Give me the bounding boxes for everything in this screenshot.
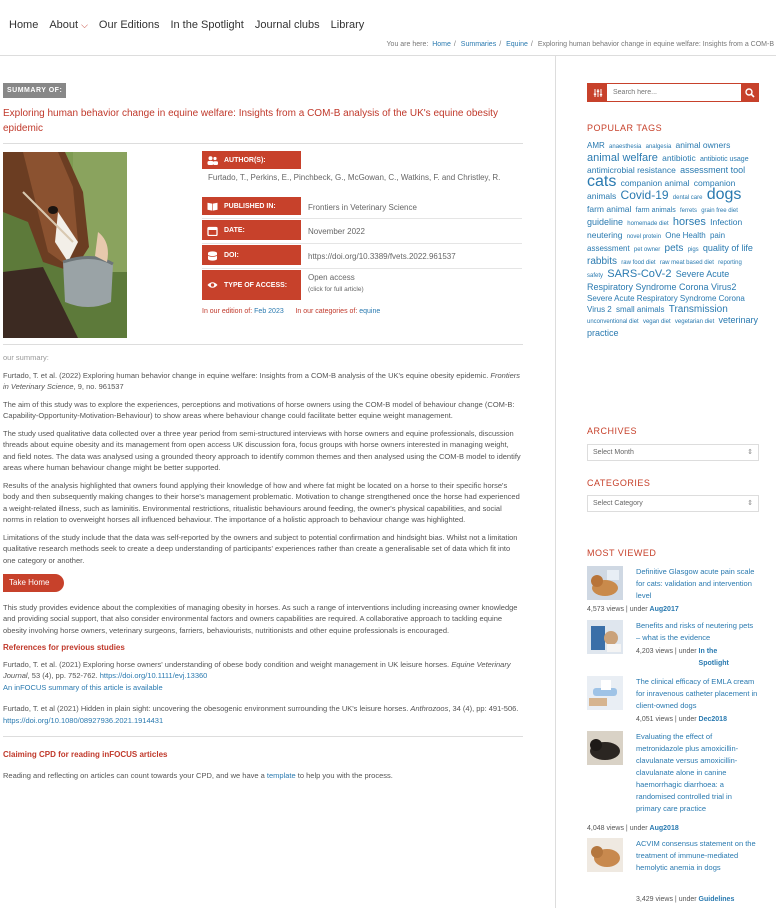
tag-link[interactable]: dogs bbox=[706, 186, 742, 203]
search-button[interactable] bbox=[741, 84, 758, 101]
nav-item-library[interactable]: Library bbox=[330, 19, 365, 31]
reference-1 bbox=[3, 659, 523, 682]
access-value: Open access bbox=[308, 273, 355, 282]
most-viewed-category[interactable]: Aug2018 bbox=[649, 825, 679, 832]
most-viewed-item[interactable] bbox=[587, 731, 759, 831]
tag-link[interactable]: assessment tool bbox=[680, 165, 746, 175]
doi-value[interactable]: https://doi.org/10.3389/fvets.2022.961537 bbox=[308, 252, 456, 261]
cpd-paragraph bbox=[3, 770, 523, 782]
citation-details: , 9, no. 961537 bbox=[73, 382, 124, 391]
tag-link[interactable]: small animals bbox=[616, 305, 665, 314]
breadcrumb-prefix: You are here: bbox=[386, 41, 429, 48]
edition-link[interactable]: Feb 2023 bbox=[254, 308, 284, 315]
under-label: under bbox=[629, 606, 648, 613]
tag-link[interactable]: animal owners bbox=[675, 140, 731, 150]
tag-link[interactable]: homemade diet bbox=[627, 221, 669, 227]
access-label-text: TYPE OF ACCESS: bbox=[224, 281, 288, 289]
most-viewed-meta: 4,573 views | under Aug2017 bbox=[587, 606, 679, 613]
cpd-template-link[interactable]: template bbox=[266, 770, 296, 780]
edition-info bbox=[202, 308, 380, 315]
citation-text: Furtado, T. et al. (2022) Exploring human behavior change in equine welfare: Insights from a COM-B analysis of the UK's equine obesity epidemic. bbox=[3, 370, 489, 380]
most-viewed-item[interactable] bbox=[587, 838, 759, 902]
tag-link[interactable]: veterinary practice bbox=[587, 315, 759, 338]
most-viewed-title-text: Evaluating the effect of metronidazole plus amoxicillin-clavulanate versus amoxicillin-clavulanate alone in canine haemorrhagic diarrhoea: a randomised controlled trial in primary care practice bbox=[636, 732, 739, 813]
published-label-text: PUBLISHED IN: bbox=[224, 202, 276, 210]
nav-item-journal-clubs[interactable]: Journal clubs bbox=[254, 19, 320, 31]
most-viewed-meta: 3,429 views | under Guidelines bbox=[636, 896, 735, 903]
reference-1-summary-link[interactable]: An inFOCUS summary of this article is available bbox=[3, 682, 163, 692]
doi-label bbox=[202, 245, 301, 265]
tag-link[interactable]: Infection bbox=[710, 217, 743, 227]
tag-link[interactable]: vegan diet bbox=[642, 319, 671, 325]
search-icon bbox=[745, 88, 755, 98]
tag-link[interactable]: pets bbox=[664, 243, 684, 254]
article-thumbnail bbox=[587, 566, 623, 600]
summary-paragraph-results: Results of the analysis highlighted that owners found applying their knowledge of how and where fat might be located on a horse to their specific horse's body and then subsequently making changes to their horse's management problematic. Motivation to change strengthened once the horse had experienced a weight-related illness, such as laminitis. Environmental restrictions, ritualistic behaviours around feeding, the owner's physical capabilities, and social norms in relation to overweight horses all influenced behaviour. The importance of a holistic approach to behaviour change was highlighted. bbox=[3, 480, 520, 524]
access-label bbox=[202, 270, 301, 300]
article-thumbnail bbox=[587, 620, 623, 654]
select-arrows-icon: ⇕ bbox=[747, 500, 753, 507]
nav-item-about-label: About bbox=[49, 19, 79, 31]
tag-link[interactable]: analgesia bbox=[645, 144, 672, 150]
tag-link[interactable]: Covid-19 bbox=[620, 188, 669, 202]
published-value[interactable]: Frontiers in Veterinary Science bbox=[308, 203, 417, 212]
tag-link[interactable]: safety bbox=[587, 273, 604, 279]
reference-1-details: , 53 (4), pp. 752-762. bbox=[27, 671, 98, 680]
select-arrows-icon: ⇕ bbox=[747, 449, 753, 456]
tag-link[interactable]: ferrets bbox=[679, 208, 697, 214]
tag-link[interactable]: raw meat based diet bbox=[659, 260, 714, 266]
tag-link[interactable]: AMR bbox=[587, 141, 605, 150]
tag-link[interactable]: SARS-CoV-2 bbox=[607, 268, 672, 280]
popular-tags-heading: POPULAR TAGS bbox=[587, 123, 663, 133]
most-viewed-category[interactable]: Aug2017 bbox=[649, 606, 679, 613]
view-count: 4,051 views bbox=[636, 716, 673, 723]
sidebar-divider bbox=[555, 56, 556, 908]
top-navigation bbox=[0, 0, 776, 50]
tag-link[interactable]: companion animals bbox=[587, 178, 736, 201]
cpd-text-a: Reading and reflecting on articles can count towards your CPD, and we have a bbox=[3, 770, 265, 780]
access-note-link[interactable]: (click for full article) bbox=[308, 286, 364, 293]
tag-cloud bbox=[587, 140, 759, 339]
reference-2-details: , 34 (4), pp: 491-506. bbox=[448, 704, 519, 713]
cpd-divider bbox=[3, 736, 523, 737]
date-value: November 2022 bbox=[308, 227, 365, 236]
reference-2 bbox=[3, 703, 523, 726]
tag-link[interactable]: quality of life bbox=[702, 243, 753, 253]
tag-link[interactable]: guideline bbox=[587, 217, 624, 227]
most-viewed-title[interactable]: Definitive Glasgow acute pain scale for cats: validation and intervention level bbox=[636, 567, 755, 600]
archives-heading: ARCHIVES bbox=[587, 426, 638, 436]
tag-link[interactable]: neutering bbox=[587, 230, 623, 240]
most-viewed-title[interactable]: The clinical efficacy of EMLA cream for inravenous catheter placement in client-owned dogs bbox=[636, 677, 758, 710]
cpd-heading: Claiming CPD for reading inFOCUS articles bbox=[3, 750, 168, 759]
archives-select-value: Select Month bbox=[593, 449, 634, 456]
tag-link[interactable]: grain free diet bbox=[701, 208, 738, 214]
most-viewed-title[interactable]: ACVIM consensus statement on the treatment of immune-mediated hemolytic anemia in dogs bbox=[636, 839, 756, 872]
references-heading: References for previous studies bbox=[3, 643, 125, 652]
summary-of-tag: SUMMARY OF: bbox=[3, 83, 66, 98]
tag-link[interactable]: pigs bbox=[687, 247, 699, 253]
meta-divider bbox=[202, 218, 522, 219]
nav-menu bbox=[9, 19, 375, 31]
breadcrumb-current: Exploring human behavior change in equine welfare: Insights from a COM-B bbox=[537, 41, 774, 48]
tag-link[interactable]: dental care bbox=[672, 195, 703, 201]
doi-label-text: DOI: bbox=[224, 251, 239, 259]
search-input[interactable] bbox=[607, 84, 741, 101]
categories-heading: CATEGORIES bbox=[587, 478, 651, 488]
tag-link[interactable]: horses bbox=[672, 216, 706, 228]
tag-link[interactable]: unconventional diet bbox=[587, 319, 639, 325]
cpd-text-b: to help you with the process. bbox=[297, 770, 393, 780]
categories-select-value: Select Category bbox=[593, 500, 643, 507]
tag-link[interactable]: antibiotic usage bbox=[699, 156, 749, 163]
summary-body bbox=[3, 352, 523, 787]
horse-photo-illustration bbox=[3, 152, 127, 338]
edition-prefix: In our edition of: bbox=[202, 308, 253, 315]
meta-divider bbox=[202, 268, 522, 269]
filter-icon[interactable] bbox=[588, 84, 607, 101]
authors-value: Furtado, T., Perkins, E., Pinchbeck, G., McGowan, C., Watkins, F. and Christley, R. bbox=[208, 173, 501, 182]
most-viewed-heading: MOST VIEWED bbox=[587, 548, 657, 558]
tag-link[interactable]: pain assessment bbox=[587, 231, 726, 253]
most-viewed-title[interactable] bbox=[636, 731, 758, 815]
nav-item-home[interactable]: Home bbox=[9, 19, 39, 31]
tag-link[interactable]: reporting bbox=[718, 260, 742, 266]
reference-1-doi-link[interactable]: https://doi.org/10.1111/evj.13360 bbox=[99, 671, 208, 680]
breadcrumb: You are here: Home / Summaries / Equine / Exploring human behavior change in equine welfare: Insights from a COM-B bbox=[386, 41, 774, 48]
meta-divider bbox=[202, 243, 522, 244]
tag-link[interactable]: anaesthesia bbox=[609, 144, 642, 150]
most-viewed-item[interactable] bbox=[587, 620, 759, 680]
tag-link[interactable]: rabbits bbox=[587, 256, 618, 267]
view-count: 4,573 views bbox=[587, 606, 624, 613]
view-count: 4,203 views bbox=[636, 648, 673, 655]
tag-link[interactable]: vegetarian diet bbox=[674, 319, 715, 325]
citation-journal: Frontiers in Veterinary Science bbox=[3, 370, 520, 391]
breadcrumb-home[interactable]: Home bbox=[432, 41, 451, 48]
header-divider bbox=[0, 55, 776, 56]
tag-link[interactable]: Severe Acute Respiratory Syndrome Corona Virus 2 bbox=[587, 294, 745, 314]
tag-link[interactable]: companion animal bbox=[620, 178, 690, 188]
under-label: under bbox=[678, 648, 697, 655]
meta-bottom-divider bbox=[3, 344, 523, 345]
most-viewed-meta: 4,203 views | under In the Spotlight bbox=[636, 646, 735, 670]
breadcrumb-equine[interactable]: Equine bbox=[506, 41, 528, 48]
tag-link[interactable]: farm animal bbox=[587, 204, 632, 214]
most-viewed-title[interactable]: Benefits and risks of neutering pets – what is the evidence bbox=[636, 621, 754, 642]
summary-paragraph-limitations: Limitations of the study include that the data was self-reported by the owners and subject to potential confirmation and hindsight bias. Whilst not a limitation qualitative research methods seek to create a deep understanding of participants' experiences rather than create a generalisable set of data which fit into one category or another. bbox=[3, 532, 518, 565]
most-viewed-meta: 4,048 views | under Aug2018 bbox=[587, 825, 679, 832]
reference-1-journal: Equine Veterinary Journal bbox=[3, 659, 511, 680]
most-viewed-category[interactable]: Dec2018 bbox=[698, 716, 727, 723]
summary-paragraph-method: The study used qualitative data collected over a three year period from semi-structured interviews with horse owners and equine professionals, discussion threads about equine obesity and its management from open access UK discussion fora, focus groups with horse owners interested in managing weight, and field notes. The data was analysed using a grounded theory approach to identify common themes and then analysed using the COM-B model to identify areas where human behaviour change might be better supported. bbox=[3, 428, 521, 472]
under-label: under bbox=[629, 825, 648, 832]
tag-link[interactable]: animal welfare bbox=[587, 152, 658, 164]
chevron-down-icon: ⌵ bbox=[81, 20, 88, 30]
tag-link[interactable]: pet owner bbox=[633, 247, 661, 253]
database-icon bbox=[207, 251, 218, 260]
reference-2-text: Furtado, T. et al (2021) Hidden in plain sight: uncovering the obesogenic environment surrounding the UK's leisure horses. bbox=[3, 704, 409, 713]
most-viewed-item[interactable] bbox=[587, 566, 759, 620]
tag-link[interactable]: One Health bbox=[665, 231, 706, 240]
reference-2-journal: Anthrozoos bbox=[410, 704, 449, 713]
summary-lead: our summary: bbox=[3, 353, 49, 362]
tag-link[interactable]: cats bbox=[587, 173, 617, 190]
category-prefix: In our categories of: bbox=[295, 308, 358, 315]
authors-label-text: AUTHOR(S): bbox=[224, 156, 266, 164]
article-image bbox=[3, 152, 127, 338]
summary-paragraph-aim: The aim of this study was to explore the experiences, perceptions and motivations of horse owners using the COM-B model of behaviour change (COM-B: Capability-Opportunity-Motivation-Behaviour) to show areas where behaviour change could facilitate better equine weight management. bbox=[3, 399, 515, 420]
nav-item-about[interactable] bbox=[49, 19, 88, 31]
view-count: 3,429 views bbox=[636, 896, 673, 903]
nav-item-in-the-spotlight[interactable]: In the Spotlight bbox=[170, 19, 244, 31]
article-title: Exploring human behavior change in equine welfare: Insights from a COM-B analysis of the UK's equine obesity epidemic bbox=[3, 108, 498, 134]
most-viewed-item[interactable] bbox=[587, 676, 759, 732]
search-box bbox=[587, 83, 759, 102]
tag-link[interactable]: antibiotic bbox=[662, 153, 696, 163]
reference-1-text: Furtado, T. et al. (2021) Exploring horse owners' understanding of obese body condition and weight management in UK leisure horses. bbox=[3, 659, 450, 669]
nav-item-our-editions[interactable]: Our Editions bbox=[98, 19, 160, 31]
summary-citation bbox=[3, 370, 523, 393]
tag-link[interactable]: farm animals bbox=[635, 207, 676, 214]
tag-link[interactable]: raw food diet bbox=[621, 260, 656, 266]
tag-link[interactable]: Severe Acute Respiratory Syndrome Corona Virus2 bbox=[587, 269, 737, 292]
eye-icon bbox=[207, 281, 218, 290]
under-label: under bbox=[678, 896, 697, 903]
book-icon bbox=[207, 202, 218, 211]
reference-2-doi-link[interactable]: https://doi.org/10.1080/08927936.2021.1914431 bbox=[3, 715, 164, 725]
category-link[interactable]: equine bbox=[359, 308, 381, 315]
archives-select[interactable] bbox=[587, 444, 759, 461]
most-viewed-category[interactable]: In the Spotlight bbox=[698, 648, 729, 667]
calendar-icon bbox=[207, 226, 218, 235]
take-home-paragraph: This study provides evidence about the complexities of managing obesity in horses. As such a range of interventions including increasing owner knowledge and providing social support, that also consider environmental factors and owners capabilities are required. A collaborative approach to tackling equine obesity involving horse owners, veterinary surgeons, farriers, behaviourists, nutritionists and other equine professionals is encouraged. bbox=[3, 602, 518, 635]
date-label-text: DATE: bbox=[224, 226, 245, 234]
take-home-badge: Take Home bbox=[3, 574, 64, 592]
article-thumbnail bbox=[587, 838, 623, 872]
view-count: 4,048 views bbox=[587, 825, 624, 832]
article-thumbnail bbox=[587, 676, 623, 710]
date-label bbox=[202, 220, 301, 240]
article-thumbnail bbox=[587, 731, 623, 765]
users-icon bbox=[207, 156, 218, 165]
tag-link[interactable]: Transmission bbox=[668, 304, 728, 315]
under-label: under bbox=[678, 716, 697, 723]
breadcrumb-summaries[interactable]: Summaries bbox=[460, 41, 497, 48]
title-divider bbox=[3, 143, 523, 144]
tag-link[interactable]: novel protein bbox=[626, 234, 662, 240]
authors-label bbox=[202, 151, 301, 169]
most-viewed-meta: 4,051 views | under Dec2018 bbox=[636, 716, 727, 723]
categories-select[interactable] bbox=[587, 495, 759, 512]
most-viewed-category[interactable]: Guidelines bbox=[698, 896, 735, 903]
tag-link[interactable]: antimicrobial resistance bbox=[587, 165, 676, 175]
published-label bbox=[202, 197, 301, 215]
